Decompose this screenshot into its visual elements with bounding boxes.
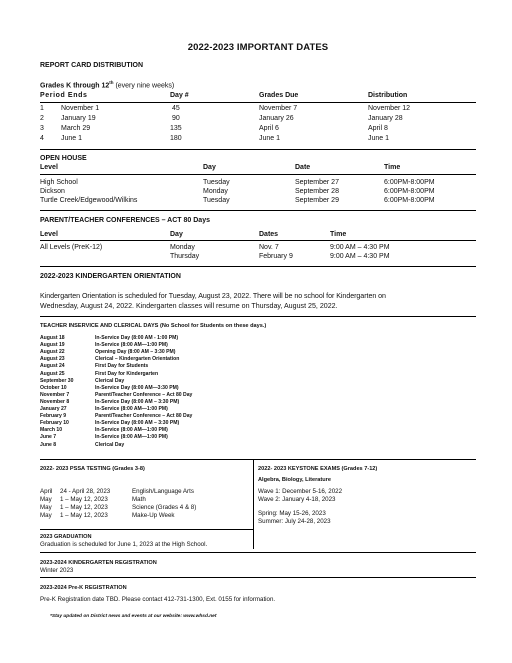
inservice-date: August 23 — [40, 356, 65, 363]
col-grades-due: Grades Due — [259, 92, 299, 99]
inservice-desc: Parent/Teacher Conference – Act 80 Day — [95, 391, 193, 398]
conferences-heading: PARENT/TEACHER CONFERENCES – ACT 80 Days — [40, 217, 210, 224]
section-divider — [40, 552, 476, 553]
period-number: 4 — [40, 135, 44, 142]
k-registration-heading: 2023-2024 KINDERGARTEN REGISTRATION — [40, 560, 157, 566]
inservice-date: October 10 — [40, 384, 67, 391]
prek-registration-heading: 2023-2024 Pre-K REGISTRATION — [40, 585, 127, 591]
graduation-divider — [40, 529, 253, 530]
inservice-desc: In-Service Day (8:00 AM—3:30 PM) — [95, 384, 179, 391]
pssa-range: 1 – May 12, 2023 — [60, 496, 108, 503]
grades-range: Grades K through 12 — [40, 82, 110, 90]
distribution: June 1 — [368, 135, 390, 142]
time: 9:00 AM – 4:30 PM — [330, 244, 390, 251]
inservice-date: August 24 — [40, 363, 65, 370]
period-day: 135 — [170, 125, 182, 132]
k-orientation-heading: 2022-2023 KINDERGARTEN ORIENTATION — [40, 273, 181, 280]
footer-note — [50, 614, 216, 619]
day: Tuesday — [203, 197, 230, 204]
inservice-desc: In-Service Day (8:00 AM - 1:00 PM) — [95, 335, 179, 341]
period-number: 1 — [40, 105, 44, 112]
level: All Levels (PreK-12) — [40, 244, 103, 251]
keystone-wave1: Wave 1: December 5-16, 2022 — [258, 488, 343, 495]
inservice-desc: Clerical – Kindergarten Orientation — [95, 356, 180, 363]
prek-registration-text: Pre-K Registration date TBD. Please contact 412-731-1300, Ext. 0155 for information. — [40, 596, 276, 603]
col-time: Time — [384, 164, 401, 171]
pssa-month: May — [40, 504, 52, 511]
open-house-header-rule — [40, 174, 476, 175]
pssa-subject: English/Language Arts — [132, 488, 194, 495]
section-divider — [40, 577, 476, 578]
open-house-heading-row — [40, 155, 476, 164]
inservice-date: March 10 — [40, 427, 63, 434]
level: Turtle Creek/Edgewood/Wilkins — [40, 197, 138, 204]
section-divider — [40, 266, 476, 267]
grades-sup: th — [109, 80, 114, 85]
pssa-range: 1 – May 12, 2023 — [60, 512, 108, 519]
pssa-range: 24 - April 28, 2023 — [60, 488, 111, 495]
pssa-row — [40, 512, 175, 519]
period-day: 90 — [172, 115, 180, 122]
inservice-desc: Clerical Day — [95, 441, 125, 448]
grades-due: June 1 — [259, 135, 281, 142]
col-level: Level — [40, 231, 58, 238]
inservice-desc: In-Service Day (8:00 AM – 3:30 PM) — [95, 420, 180, 427]
pssa-subject: Math — [132, 496, 146, 503]
k-registration-text: Winter 2023 — [40, 567, 74, 574]
open-house-row — [40, 197, 476, 206]
inservice-date: January 27 — [40, 406, 67, 412]
period-ends: June 1 — [61, 135, 83, 142]
col-time: Time — [330, 231, 347, 238]
conferences-header-row — [40, 231, 476, 240]
inservice-date: February 9 — [40, 413, 67, 420]
report-card-header-rule — [40, 102, 476, 103]
day: Monday — [203, 188, 228, 195]
col-dates: Dates — [259, 231, 279, 238]
report-card-row — [40, 125, 476, 134]
report-card-row — [40, 135, 476, 144]
pssa-heading: 2022- 2023 PSSA TESTING (Grades 3-8) — [40, 466, 145, 472]
period-number: 3 — [40, 125, 44, 132]
inservice-desc: In-Service (8:00 AM—1:00 PM) — [95, 342, 168, 349]
report-card-header-row — [40, 92, 476, 101]
pssa-month: May — [40, 496, 52, 503]
pssa-subject: Science (Grades 4 & 8) — [132, 504, 197, 511]
date: Nov. 7 — [259, 244, 279, 251]
open-house-row — [40, 188, 476, 197]
grades-due: April 6 — [259, 125, 279, 132]
period-number: 2 — [40, 115, 44, 122]
inservice-date: August 18 — [40, 335, 65, 341]
date: September 27 — [295, 179, 339, 186]
period-day: 45 — [172, 105, 180, 112]
inservice-desc: In-Service Day (8:00 AM – 3:30 PM) — [95, 398, 180, 405]
day: Monday — [170, 244, 195, 251]
pssa-range: 1 – May 12, 2023 — [60, 504, 108, 511]
inservice-heading: TEACHER INSERVICE AND CLERICAL DAYS (No School for Students on these days.) — [40, 323, 267, 329]
pssa-month: April — [40, 488, 53, 495]
inservice-date: August 22 — [40, 349, 65, 356]
inservice-date: June 8 — [40, 441, 57, 448]
time: 6:00PM-8:00PM — [384, 197, 435, 204]
graduation-heading: 2023 GRADUATION — [40, 534, 92, 540]
level: High School — [40, 179, 78, 186]
pssa-month: May — [40, 512, 52, 519]
inservice-desc: In-Service (8:00 AM—1:00 PM) — [95, 434, 168, 441]
column-divider — [253, 459, 254, 549]
report-card-heading: REPORT CARD DISTRIBUTION — [40, 62, 144, 69]
date: February 9 — [259, 253, 293, 260]
inservice-date: August 25 — [40, 370, 65, 377]
time: 9:00 AM – 4:30 PM — [330, 253, 390, 260]
section-divider — [40, 316, 476, 317]
day: Tuesday — [203, 179, 230, 186]
distribution: January 28 — [368, 115, 403, 122]
conferences-header-rule — [40, 240, 476, 241]
conferences-heading-row — [40, 217, 476, 226]
section-divider — [40, 459, 476, 460]
open-house-heading: OPEN HOUSE — [40, 155, 87, 162]
pssa-subject: Make-Up Week — [132, 512, 175, 519]
period-day: 180 — [170, 135, 182, 142]
conferences-row — [40, 244, 476, 253]
pssa-row — [40, 496, 146, 503]
time: 6:00PM-8:00PM — [384, 188, 435, 195]
period-ends: March 29 — [61, 125, 91, 132]
grades-due: January 26 — [259, 115, 294, 122]
distribution: April 8 — [368, 125, 388, 132]
page-title: 2022-2023 IMPORTANT DATES — [187, 42, 329, 53]
grades-due: November 7 — [259, 105, 298, 112]
col-level: Level — [40, 164, 58, 171]
level: Dickson — [40, 188, 65, 195]
period-ends: January 19 — [61, 115, 96, 122]
time: 6:00PM-8:00PM — [384, 179, 435, 186]
col-distribution: Distribution — [368, 92, 408, 99]
graduation-text: Graduation is scheduled for June 1, 2023 at the High School. — [40, 541, 208, 548]
period-ends: November 1 — [61, 105, 100, 112]
inservice-date: August 19 — [40, 342, 65, 349]
inservice-date: September 30 — [40, 377, 74, 384]
k-orientation-line1: Kindergarten Orientation is scheduled for Tuesday, August 23, 2022. There will be no school for Kindergarten on — [40, 292, 386, 300]
section-divider — [40, 149, 476, 150]
keystone-heading: 2022- 2023 KEYSTONE EXAMS (Grades 7-12) — [258, 466, 378, 472]
keystone-wave2: Wave 2: January 4-18, 2023 — [258, 496, 336, 503]
section-divider — [40, 210, 476, 211]
col-period-ends: Period Ends — [40, 92, 88, 99]
inservice-desc: In-Service (8:00 AM—1:00 PM) — [95, 406, 168, 412]
inservice-desc: Parent/Teacher Conference – Act 80 Day — [95, 413, 193, 420]
inservice-desc: Clerical Day — [95, 377, 125, 384]
inservice-date: June 7 — [40, 434, 57, 441]
website-link[interactable]: www.whsd.net — [183, 614, 217, 619]
pssa-row — [40, 488, 194, 495]
keystone-summer: Summer: July 24-28, 2023 — [258, 518, 331, 525]
inservice-date: November 8 — [40, 398, 70, 405]
conferences-row — [40, 253, 476, 262]
col-day: Day — [170, 231, 183, 238]
distribution: November 12 — [368, 105, 411, 112]
date: September 29 — [295, 197, 339, 204]
inservice-date: February 10 — [40, 420, 69, 427]
inservice-desc: First Day for Kindergarten — [95, 370, 159, 377]
date: September 28 — [295, 188, 339, 195]
col-day: Day — [203, 164, 216, 171]
inservice-desc: First Day for Students — [95, 363, 149, 370]
open-house-header-row — [40, 164, 476, 173]
open-house-row — [40, 179, 476, 188]
grades-note: (every nine weeks) — [115, 82, 175, 90]
col-date: Date — [295, 164, 311, 171]
keystone-spring: Spring: May 15-26, 2023 — [258, 510, 326, 517]
inservice-desc: Opening Day (8:00 AM – 3:30 PM) — [95, 349, 176, 356]
k-orientation-line2: Wednesday, August 24, 2022. Kindergarten classes will resume on Thursday, August 25, 2022. — [40, 302, 338, 310]
inservice-date: November 7 — [40, 391, 70, 398]
pssa-row — [40, 504, 197, 511]
report-card-row — [40, 115, 476, 124]
col-day-num: Day # — [170, 92, 189, 99]
keystone-subheading: Algebra, Biology, Literature — [258, 477, 331, 483]
report-card-subheading — [40, 80, 174, 89]
footer-text: *Stay updated on District news and events at our website: — [50, 614, 184, 619]
report-card-row — [40, 105, 476, 114]
inservice-desc: In-Service (8:00 AM—1:00 PM) — [95, 427, 168, 434]
day: Thursday — [170, 253, 200, 260]
